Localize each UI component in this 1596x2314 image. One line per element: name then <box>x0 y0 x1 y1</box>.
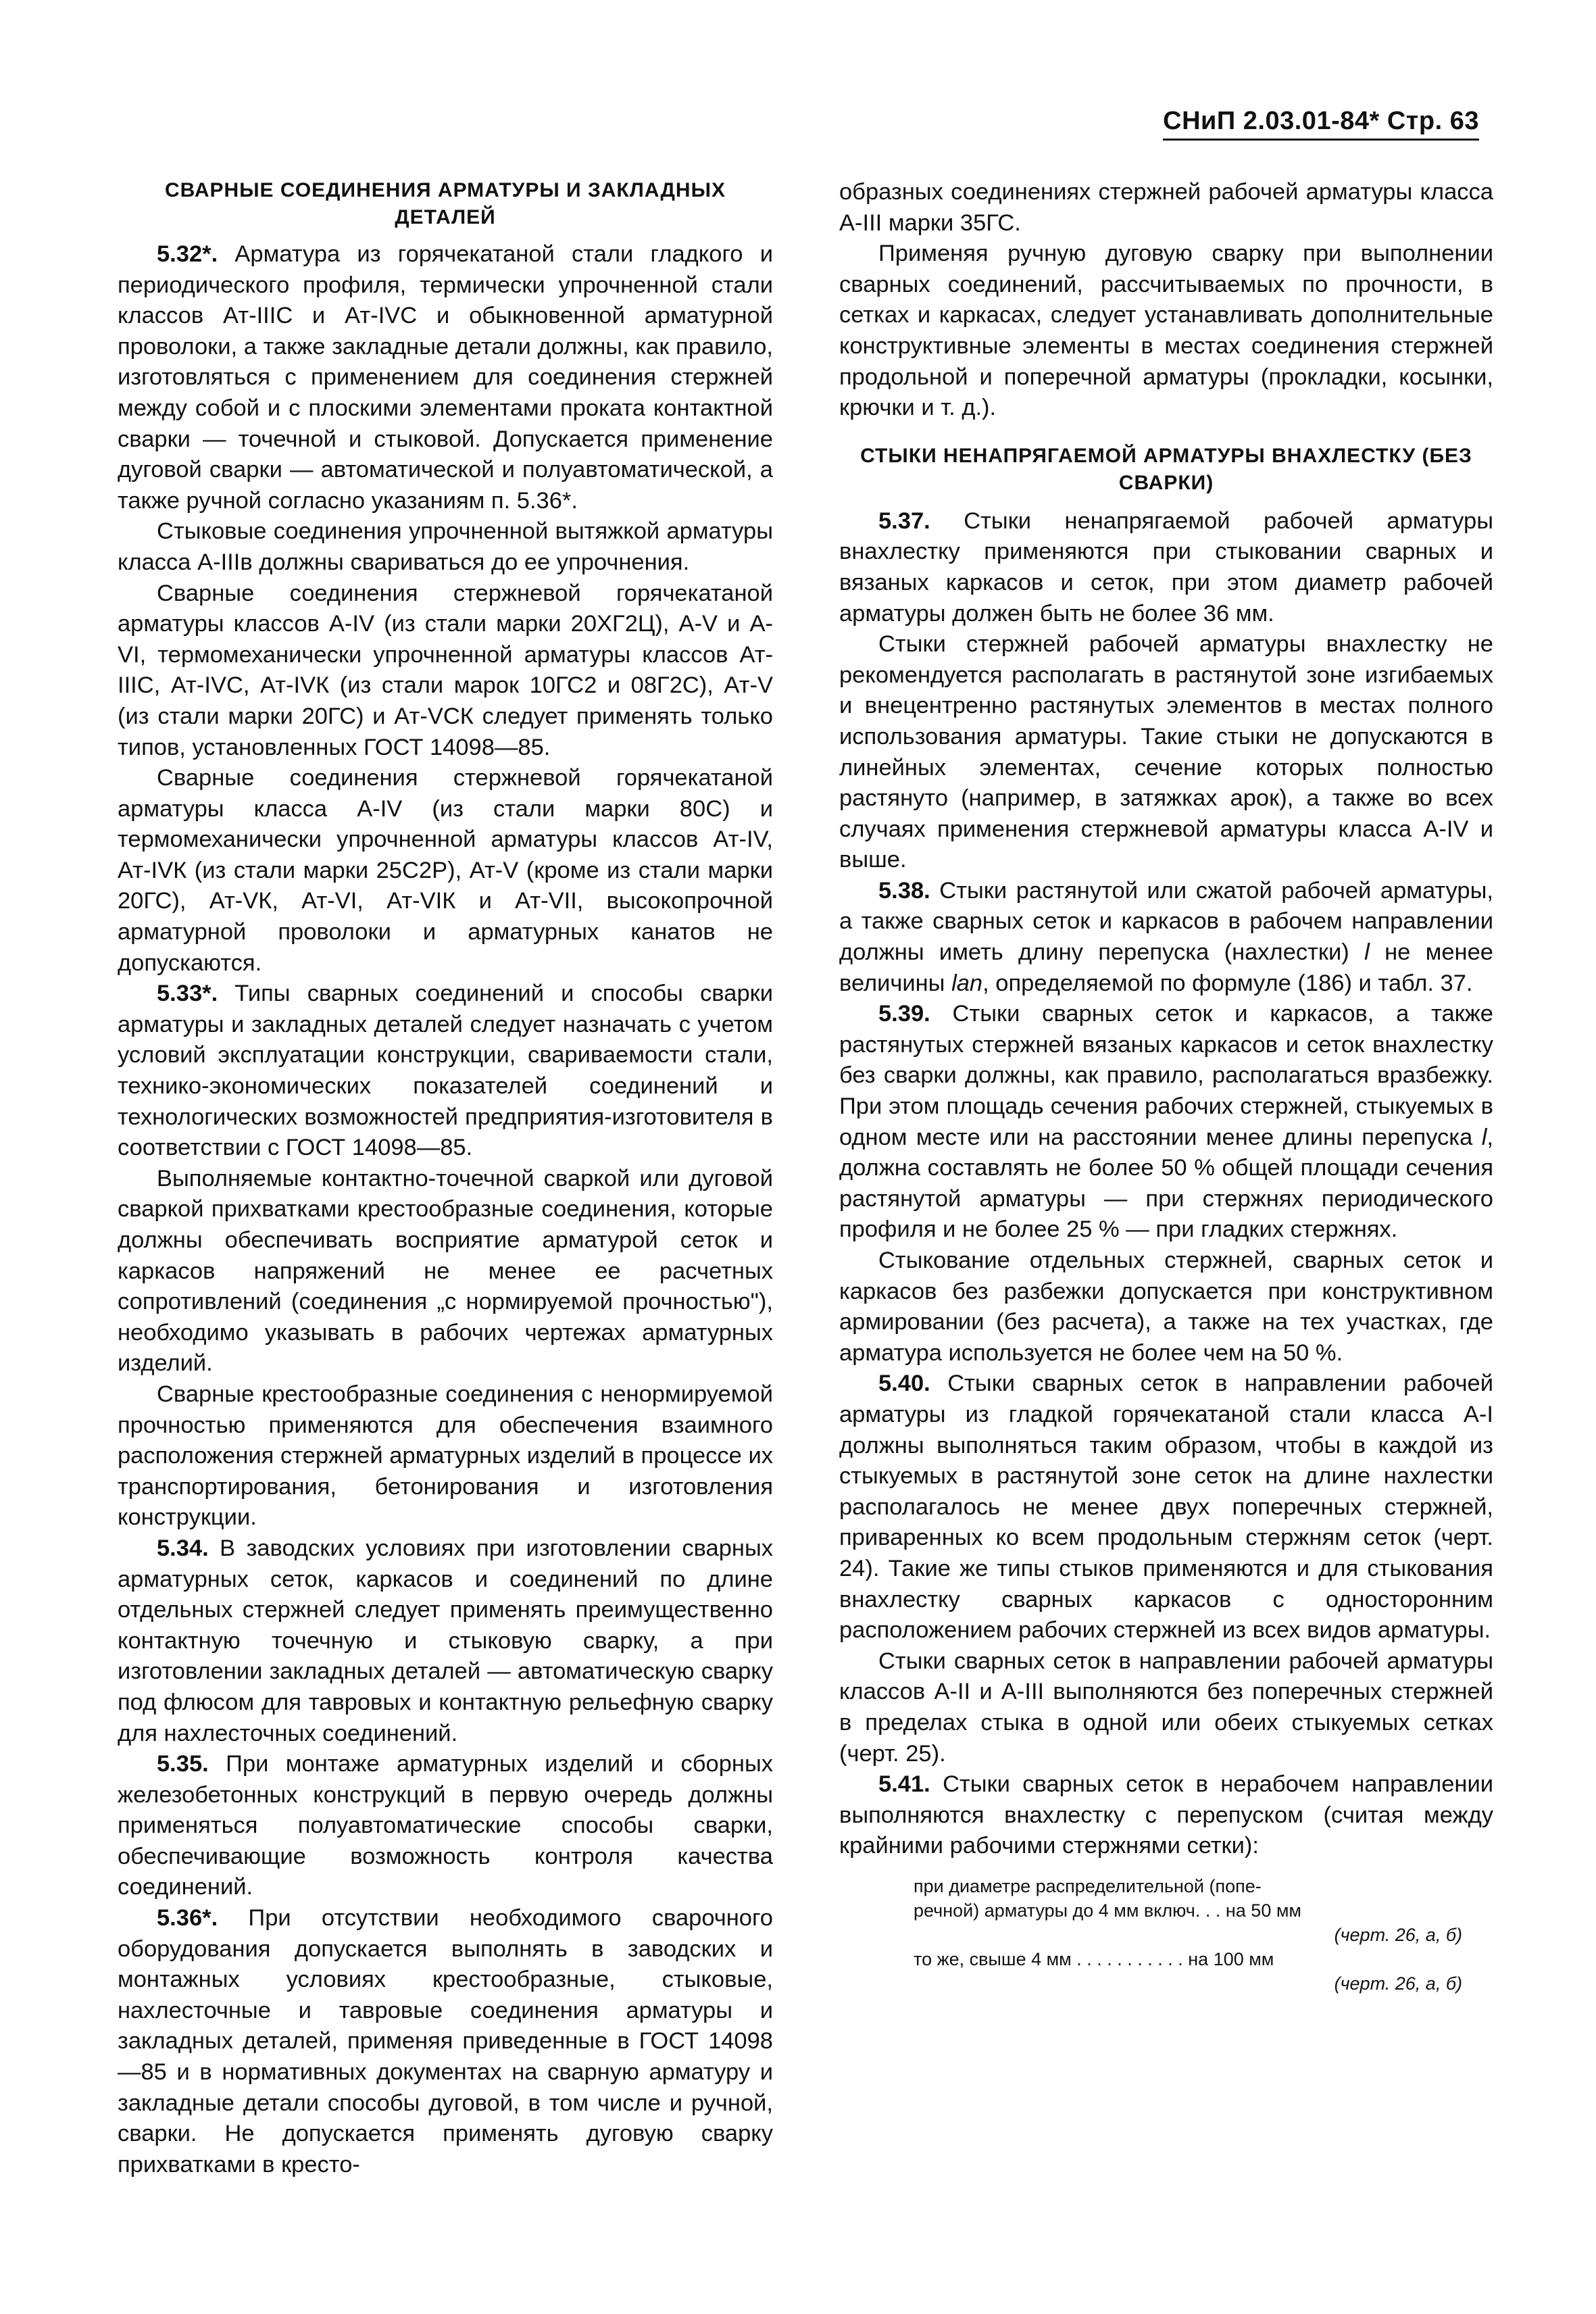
paragraph: Сварные соединения стержневой горячекатаной арматуры класса А-IV (из стали марки 80С) и термомеханически упрочненной арматуры классов Ат-IV, Ат-IVК (из стали марки 25С2Р), Ат-V (кроме из стали марки 20ГС), Ат-VК, Ат-VI, Ат-VIК и Ат-VII, высокопрочной арматурной проволоки и арматурных канатов не допускаются. <box>118 765 773 976</box>
right-column <box>839 177 1493 1996</box>
overlap-list <box>914 1874 1468 1996</box>
paragraph: Стыки сварных сеток в направлении рабочей арматуры классов А-II и А-III выполняются без поперечных стержней в пределах стыка в одной или обеих стыкуемых сетках (черт. 25). <box>839 1648 1493 1767</box>
list-item: речной) арматуры до 4 мм включ. . . на 50 мм <box>914 1900 1301 1921</box>
paragraph-5-40 <box>839 1369 1493 1646</box>
section-heading-lap-splices: СТЫКИ НЕНАПРЯГАЕМОЙ АРМАТУРЫ ВНАХЛЕСТКУ (БЕЗ СВАРКИ) <box>860 444 1472 494</box>
list-item: то же, свыше 4 мм . . . . . . . . . . . на 100 мм <box>914 1948 1274 1969</box>
paragraph-text: , определяемой по формуле (186) и табл. 37. <box>982 970 1473 996</box>
symbol-lan: lan <box>951 970 983 996</box>
left-column <box>118 177 773 2180</box>
clause-number: 5.40. <box>878 1371 930 1397</box>
paragraph-5-37 <box>839 506 1493 629</box>
paragraph: Применяя ручную дуговую сварку при выполнении сварных соединений, рассчитываемых по прочности, в сетках и каркасах, следует устанавливать дополнительные конструктивные элементы в местах соединения стержней продольной и поперечной арматуры (прокладки, косынки, крючки и т. д.). <box>839 241 1493 421</box>
clause-number: 5.39. <box>878 1001 930 1027</box>
clause-number: 5.32*. <box>157 241 218 267</box>
clause-number: 5.33*. <box>157 981 218 1007</box>
paragraph-text: В заводских условиях при изготовлении сварных арматурных сеток, каркасов и соединений по длине отдельных стержней следует применять преимущественно контактную точечную и стыковую сварку, а при изготовлении закладных деталей — автоматическую сварку под флюсом для тавровых и контактную рельефную сварку для нахлесточных соединений. <box>118 1535 773 1746</box>
paragraph-text: Стыки сварных сеток в нерабочем направлении выполняются внахлестку с перепуском (считая между крайними рабочими стержнями сетки): <box>839 1771 1493 1859</box>
clause-number: 5.36*. <box>157 1905 218 1931</box>
page-header: СНиП 2.03.01-84* Стр. 63 <box>1163 107 1479 141</box>
paragraph-5-35 <box>118 1749 773 1903</box>
paragraph-continued: образных соединениях стержней рабочей арматуры класса А-III марки 35ГС. <box>839 179 1493 236</box>
paragraph: Сварные соединения стержневой горячекатаной арматуры классов А-IV (из стали марки 20ХГ2Ц), А-V и А-VI, термомеханически упрочненной арматуры классов Ат-IIIС, Ат-IVС, Ат-IVК (из стали марок 10ГС2 и 08Г2С), Ат-V (из стали марки 20ГС) и Ат-VСК следует применять только типов, установленных ГОСТ 14098—85. <box>118 580 773 760</box>
clause-number: 5.38. <box>878 877 930 904</box>
paragraph-text: При монтаже арматурных изделий и сборных железобетонных конструкций в первую очередь должны применяться полуавтоматические способы сварки, обеспечивающие возможность контроля качества соединений. <box>118 1751 773 1900</box>
paragraph: Сварные крестообразные соединения с ненормируемой прочностью применяются для обеспечения взаимного расположения стержней арматурных изделий в процессе их транспортирования, бетонирования и изготовления конструкции. <box>118 1381 773 1531</box>
figure-reference: (черт. 26, а, б) <box>1334 1973 1462 1994</box>
paragraph: Выполняемые контактно-точечной сваркой или дуговой сваркой прихватками крестообразные соединения, которые должны обеспечивать восприятие арматурой сеток и каркасов напряжений не менее ее расчетных сопротивлений (соединения „с нормируемой прочностью"), необходимо указывать в рабочих чертежах арматурных изделий. <box>118 1165 773 1377</box>
paragraph-text: Типы сварных соединений и способы сварки арматуры и закладных деталей следует назначать с учетом условий эксплуатации конструкции, свариваемости стали, технико-экономических показателей соединений и технологических возможностей предприятия-изготовителя в соответствии с ГОСТ 14098—85. <box>118 981 773 1161</box>
clause-number: 5.41. <box>878 1771 930 1798</box>
list-item: при диаметре распределительной (попе- <box>914 1875 1262 1896</box>
paragraph-text: При отсутствии необходимого сварочного оборудования допускается выполнять в заводских и монтажных условиях крестообразные, стыковые, нахлесточные и тавровые соединения арматуры и закладных деталей, применяя приведенные в ГОСТ 14098—85 и в нормативных документах на сварную арматуру и закладные детали способы дуговой, в том числе и ручной, сварки. Не допускается применять дуговую сварку прихватками в кресто- <box>118 1905 773 2177</box>
paragraph-text: Стыки растянутой или сжатой рабочей арматуры, а также сварных сеток и каркасов в рабочем направлении должны иметь длину перепуска (нахлестки) <box>839 877 1493 966</box>
figure-reference: (черт. 26, а, б) <box>1334 1924 1462 1945</box>
paragraph: Стыки стержней рабочей арматуры внахлестку не рекомендуется располагать в растянутой зоне изгибаемых и внецентренно растянутых элементов в местах полного использования арматуры. Такие стыки не допускаются в линейных элементах, сечение которых полностью растянуто (например, в затяжках арок), а также во всех случаях применения стержневой арматуры класса А-IV и выше. <box>839 631 1493 873</box>
paragraph-5-36 <box>118 1903 773 2180</box>
paragraph-text: Арматура из горячекатаной стали гладкого и периодического профиля, термически упрочненной стали классов Ат-IIIС и Ат-IVС и обыкновенной арматурной проволоки, а также закладные детали должны, как правило, изготовляться с применением для соединения стержней между собой и с плоскими элементами проката контактной сварки — точечной и стыковой. Допускается применение дуговой сварки — автоматической и полуавтоматической, а также ручной согласно указаниям п. 5.36*. <box>118 241 773 514</box>
paragraph-5-34 <box>118 1533 773 1749</box>
paragraph-text: не менее величины <box>839 939 1493 996</box>
paragraph-text: , должна составлять не более 50 % общей площади сечения растянутой арматуры — при стержнях периодического профиля и не более 25 % — при гладких стержнях. <box>839 1124 1493 1243</box>
paragraph-5-41 <box>839 1769 1493 1862</box>
clause-number: 5.34. <box>157 1535 209 1561</box>
clause-number: 5.37. <box>878 508 930 534</box>
paragraph-text: Стыки ненапрягаемой рабочей арматуры внахлестку применяются при стыковании сварных и вязаных каркасов и сеток, при этом диаметр рабочей арматуры должен быть не более 36 мм. <box>839 508 1493 626</box>
paragraph-5-32 <box>118 239 773 516</box>
paragraph-text: Стыки сварных сеток в направлении рабочей арматуры из гладкой горячекатаной стали класса А-I должны выполняться таким образом, чтобы в каждой из стыкуемых в растянутой зоне сеток на длине нахлестки располагалось не менее двух поперечных стержней, приваренных ко всем продольным стержням сеток (черт. 24). Такие же типы стыков применяются и для стыкования внахлестку сварных каркасов с односторонним расположением рабочих стержней из всех видов арматуры. <box>839 1371 1493 1644</box>
symbol-l: l <box>1481 1124 1487 1150</box>
paragraph-5-38 <box>839 876 1493 999</box>
paragraph: Стыкование отдельных стержней, сварных сеток и каркасов без разбежки допускается при конструктивном армировании (без расчета), а также на тех участках, где арматура используется не более чем на 50 %. <box>839 1248 1493 1366</box>
paragraph-text: Стыки сварных сеток и каркасов, а также растянутых стержней вязаных каркасов и сеток внахлестку без сварки должны, как правило, располагаться вразбежку. При этом площадь сечения рабочих стержней, стыкуемых в одном месте или на расстоянии менее длины перепуска <box>839 1001 1493 1150</box>
paragraph-5-39 <box>839 999 1493 1246</box>
section-heading-welded: СВАРНЫЕ СОЕДИНЕНИЯ АРМАТУРЫ И ЗАКЛАДНЫХ ДЕТАЛЕЙ <box>165 179 726 228</box>
paragraph: Стыковые соединения упрочненной вытяжкой арматуры класса А-IIIв должны свариваться до ее упрочнения. <box>118 518 773 575</box>
paragraph-5-33 <box>118 979 773 1164</box>
clause-number: 5.35. <box>157 1751 209 1777</box>
symbol-l: l <box>1364 939 1370 966</box>
